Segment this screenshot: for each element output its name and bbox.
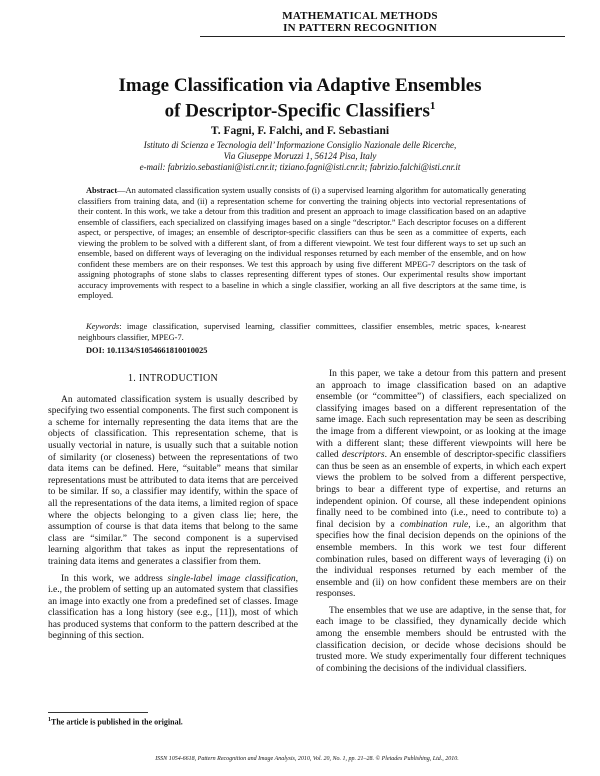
para3-text-pre: In this paper, we take a detour from this pattern and present an approach to image classification based on an adaptive ensemble (or “committee”) of classifiers, each specialized on classifying images based on a different representation of the same image. Each such representation may be seen as describing the image from a different viewpoint, or as looking at the image with a different slant; these different viewpoints will here be called [316,369,566,461]
footnote-rule [48,712,148,713]
right-column [316,369,566,680]
footnote [48,717,298,727]
abstract-label: Abstract [86,186,118,195]
footnote-mark: 1 [48,717,51,723]
title-footnote-mark: 1 [429,100,436,112]
journal-name-line2: IN PATTERN RECOGNITION [283,22,437,34]
footnote-text: The article is published in the original. [51,717,183,727]
intro-paragraph-3 [316,369,566,601]
para3-text-mid: . An ensemble of descriptor-specific classifiers can thus be seen as an ensemble of experts, in which each expert views the problem to be solved from a different perspective, brings to bear a different type of expertise, and returns an independent opinion. Of course, all these independent opinions finally need to be combined into (i.e., need to contribute to) a final decision by a [316,450,566,530]
title-line2: of Descriptor-Specific Classifiers [164,100,430,122]
authors: T. Fagni, F. Falchi, and F. Sebastiani [210,125,390,137]
affiliation [40,140,560,173]
doi: DOI: 10.1134/S1054661810010025 [86,346,208,355]
para2-text-post: , i.e., the problem of setting up an automated system that classifies an image into exactly one from a predefined set of classes. Image classification has a long history (see e.g., [11]), most of which has produced systems that conform to the pattern described at the beginning of this section. [48,573,299,642]
keywords-label: Keywords [86,322,120,331]
affiliation-line1: Istituto di Scienza e Tecnologia dell’ Informazione Consiglio Nazionale delle Ricerche, [143,140,457,150]
journal-header [180,10,540,34]
abstract [78,186,526,302]
intro-paragraph-2 [48,574,298,644]
abstract-text: —An automated classification system usually consists of (i) a supervised learning algorithm for automatically generating classifiers from training data, and (ii) a representation scheme for converting the training objects into vectorial representations of their content. In this work, we take a detour from this tradition and present an approach to image classification based on an adaptive ensemble of classifiers, each specialized on classifying images based on a single “descriptor.” Each descriptor focuses on a different aspect, or perspective, of images; an ensemble of descriptor-specific classifiers can thus be seen as a committee of experts, each viewing the problem to be solved with a different slant, of from a different viewpoint. We test four different ways to set up such an ensemble, based on different ways of leveraging on the individual responses returned by each member of the ensemble, and on how confident these members are on their responses. We test this approach by using five different MPEG-7 descriptors on the task of assigning photographs of stone slabs to classes representing different types of stones. Our experimental results show important accuracy improvements with respect to a baseline in which a single classifier, working an all five descriptors at the same time, is employed. [78,186,526,300]
para2-emphasis: single-label image classification [167,573,296,584]
left-column [48,369,298,648]
title-line1: Image Classification via Adaptive Ensembles [118,75,482,96]
para2-text-pre: In this work, we address [61,573,168,584]
intro-paragraph-1: An automated classification system is usually described by specifying two essential components. The first such component is a scheme for internally representing the data items that are the objects of classification. This representation scheme, that is usually vectorial in nature, is usually such that a suitable notion of similarity (or closeness) between the representations of two data items can be defined. Here, “suitable” means that similar representations must be attributed to data items that are perceived to be similar. If so, a classifier may identify, within the space of all the representations of the data items, a limited region of space where the objects belonging to a given class lie; here, the assumption of course is that data items that belong to the same class are “similar.” The second component is a supervised learning algorithm that takes as input the representations of training data items and generates a classifier from them. [48,394,298,567]
para3-emphasis-descriptors: descriptors [341,450,385,461]
section-heading: 1. INTRODUCTION [127,373,219,384]
header-rule [200,36,565,37]
para3-text-post: , i.e., an algorithm that specifies how the final decision depends on the opinions of the ensemble members. In this work we test four different combination rules, based on different ways of leveraging (i) on the individual responses returned by each member of the ensemble and (ii) on how confident these members are on their responses. [316,519,566,600]
affiliation-email: e-mail: fabrizio.sebastiani@isti.cnr.it; tiziano.fagni@isti.cnr.it; fabrizio.falchi@isti.cnr.it [139,162,461,172]
para3-emphasis-combination-rule: combination rule [400,519,469,530]
paper-title [40,75,560,121]
keywords [78,322,526,343]
page-footer: ISSN 1054-6618, Pattern Recognition and Image Analysis, 2010, Vol. 20, No. 1, pp. 21–28. © Pleiades Publishing, Ltd., 2010. [155,756,459,762]
affiliation-line2: Via Giuseppe Moruzzi 1, 56124 Pisa, Italy [223,151,377,161]
intro-paragraph-4: The ensembles that we use are adaptive, in the sense that, for each image to be classified, they dynamically decide which among the ensemble members should be entrusted with the classification decision, or decide whose decisions should be trusted more. We study experimentally four different techniques of combining the decisions of the individual classifiers. [316,605,566,674]
journal-name-line1: MATHEMATICAL METHODS [282,10,438,22]
keywords-text: : image classification, supervised learning, classifier committees, classifier ensembles, metric spaces, k-nearest neighbours classifier, MPEG-7. [78,322,526,342]
